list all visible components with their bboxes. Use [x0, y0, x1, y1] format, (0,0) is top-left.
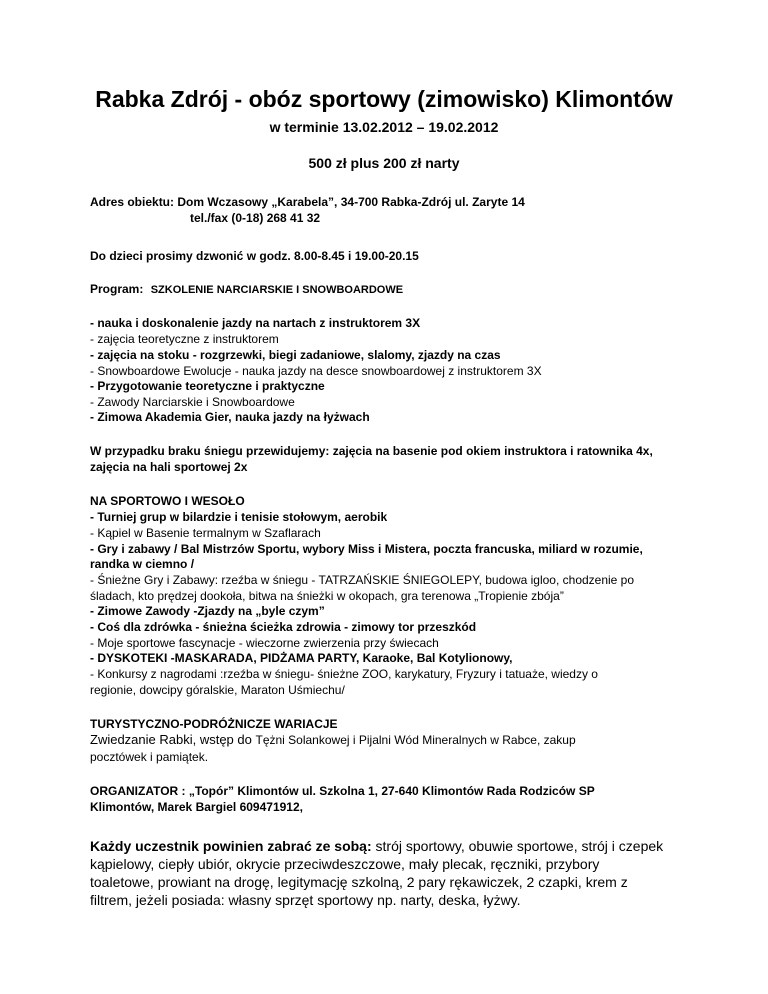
price: 500 zł plus 200 zł narty — [308, 155, 460, 171]
tourism-line-start: Zwiedzanie Rabki, wstęp do — [90, 732, 256, 747]
tourism-line: pocztówek i pamiątek. — [90, 750, 209, 764]
packing-first-items: strój sportowy, obuwie sportowe, strój i czepek — [371, 838, 664, 854]
sport-fun-line: śladach, kto prędzej dookoła, bitwa na śnieżki w okopach, gra terenowa „Tropienie zbója” — [90, 589, 564, 603]
packing-line: filtrem, jeżeli posiada: własny sprzęt sportowy np. narty, deska, łyżwy. — [90, 892, 521, 908]
program-item: - zajęcia na stoku - rozgrzewki, biegi zadaniowe, slalomy, zjazdy na czas — [90, 348, 501, 362]
program-item: - Przygotowanie teoretyczne i praktyczne — [90, 379, 325, 393]
tourism-line-end: Tężni Solankowej i Pijalni Wód Mineralnych w Rabce, zakup — [255, 733, 576, 747]
program-item: - Zawody Narciarskie i Snowboardowe — [90, 395, 295, 409]
call-hours: Do dzieci prosimy dzwonić w godz. 8.00-8.45 i 19.00-20.15 — [90, 249, 419, 263]
sport-fun-line: - Kąpiel w Basenie termalnym w Szaflarach — [90, 526, 321, 540]
sport-fun-line: - Turniej grup w bilardzie i tenisie stołowym, aerobik — [90, 510, 388, 524]
organizer-line: Klimontów, Marek Bargiel 609471912, — [90, 800, 303, 814]
sport-fun-line: - Śnieżne Gry i Zabawy: rzeźba w śniegu - TATRZAŃSKIE ŚNIEGOLEPY, budowa igloo, chodzenie po — [90, 573, 635, 587]
program-item: - nauka i doskonalenie jazdy na nartach z instruktorem 3X — [90, 316, 421, 330]
tourism-line — [90, 732, 576, 748]
program-item: - Zimowa Akademia Gier, nauka jazdy na łyżwach — [90, 410, 370, 424]
date-range: w terminie 13.02.2012 – 19.02.2012 — [269, 119, 499, 135]
sport-fun-line: - Coś dla zdrówka - śnieżna ścieżka zdrowia - zimowy tor przeszkód — [90, 620, 477, 634]
no-snow-line: W przypadku braku śniegu przewidujemy: zajęcia na basenie pod okiem instruktora i ratownika 4x, — [90, 444, 653, 458]
program-heading — [90, 282, 403, 298]
sport-fun-line: randka w ciemno / — [90, 557, 195, 571]
program-item: - Snowboardowe Ewolucje - nauka jazdy na desce snowboardowej z instruktorem 3X — [90, 364, 542, 378]
phone-line: tel./fax (0-18) 268 41 32 — [190, 211, 321, 225]
program-title: SZKOLENIE NARCIARSKIE I SNOWBOARDOWE — [150, 284, 404, 296]
sport-fun-line: - Konkursy z nagrodami :rzeźba w śniegu- śnieżne ZOO, karykatury, Fryzury i tatuaże, wiedzy o — [90, 667, 598, 681]
program-label: Program: — [90, 282, 144, 296]
packing-line: kąpielowy, ciepły ubiór, okrycie przeciwdeszczowe, mały plecak, ręczniki, przybory — [90, 856, 600, 872]
organizer-line: ORGANIZATOR : „Topór” Klimontów ul. Szkolna 1, 27-640 Klimontów Rada Rodziców SP — [90, 784, 595, 798]
packing-line: toaletowe, prowiant na drogę, legitymację szkolną, 2 pary rękawiczek, 2 czapki, krem z — [90, 874, 628, 890]
packing-line — [90, 837, 663, 855]
sport-fun-line: - DYSKOTEKI -MASKARADA, PIDŻAMA PARTY, Karaoke, Bal Kotylionowy, — [90, 651, 513, 665]
sport-fun-line: - Moje sportowe fascynacje - wieczorne zwierzenia przy świecach — [90, 636, 439, 650]
program-item: - zajęcia teoretyczne z instruktorem — [90, 332, 279, 346]
sport-fun-line: - Gry i zabawy / Bal Mistrzów Sportu, wybory Miss i Mistera, poczta francuska, miliard w rozumie, — [90, 542, 643, 556]
sport-fun-line: - Zimowe Zawody -Zjazdy na „byle czym” — [90, 604, 325, 618]
sport-fun-heading: NA SPORTOWO I WESOŁO — [90, 494, 245, 508]
tourism-heading: TURYSTYCZNO-PODRÓŻNICZE WARIACJE — [90, 717, 338, 731]
packing-label: Każdy uczestnik powinien zabrać ze sobą: — [90, 838, 372, 854]
no-snow-line: zajęcia na hali sportowej 2x — [90, 460, 248, 474]
address-line: Adres obiektu: Dom Wczasowy „Karabela”, 34-700 Rabka-Zdrój ul. Zaryte 14 — [90, 195, 525, 209]
page-title: Rabka Zdrój - obóz sportowy (zimowisko) Klimontów — [95, 86, 673, 112]
sport-fun-line: regionie, dowcipy góralskie, Maraton Uśmiechu/ — [90, 683, 345, 697]
